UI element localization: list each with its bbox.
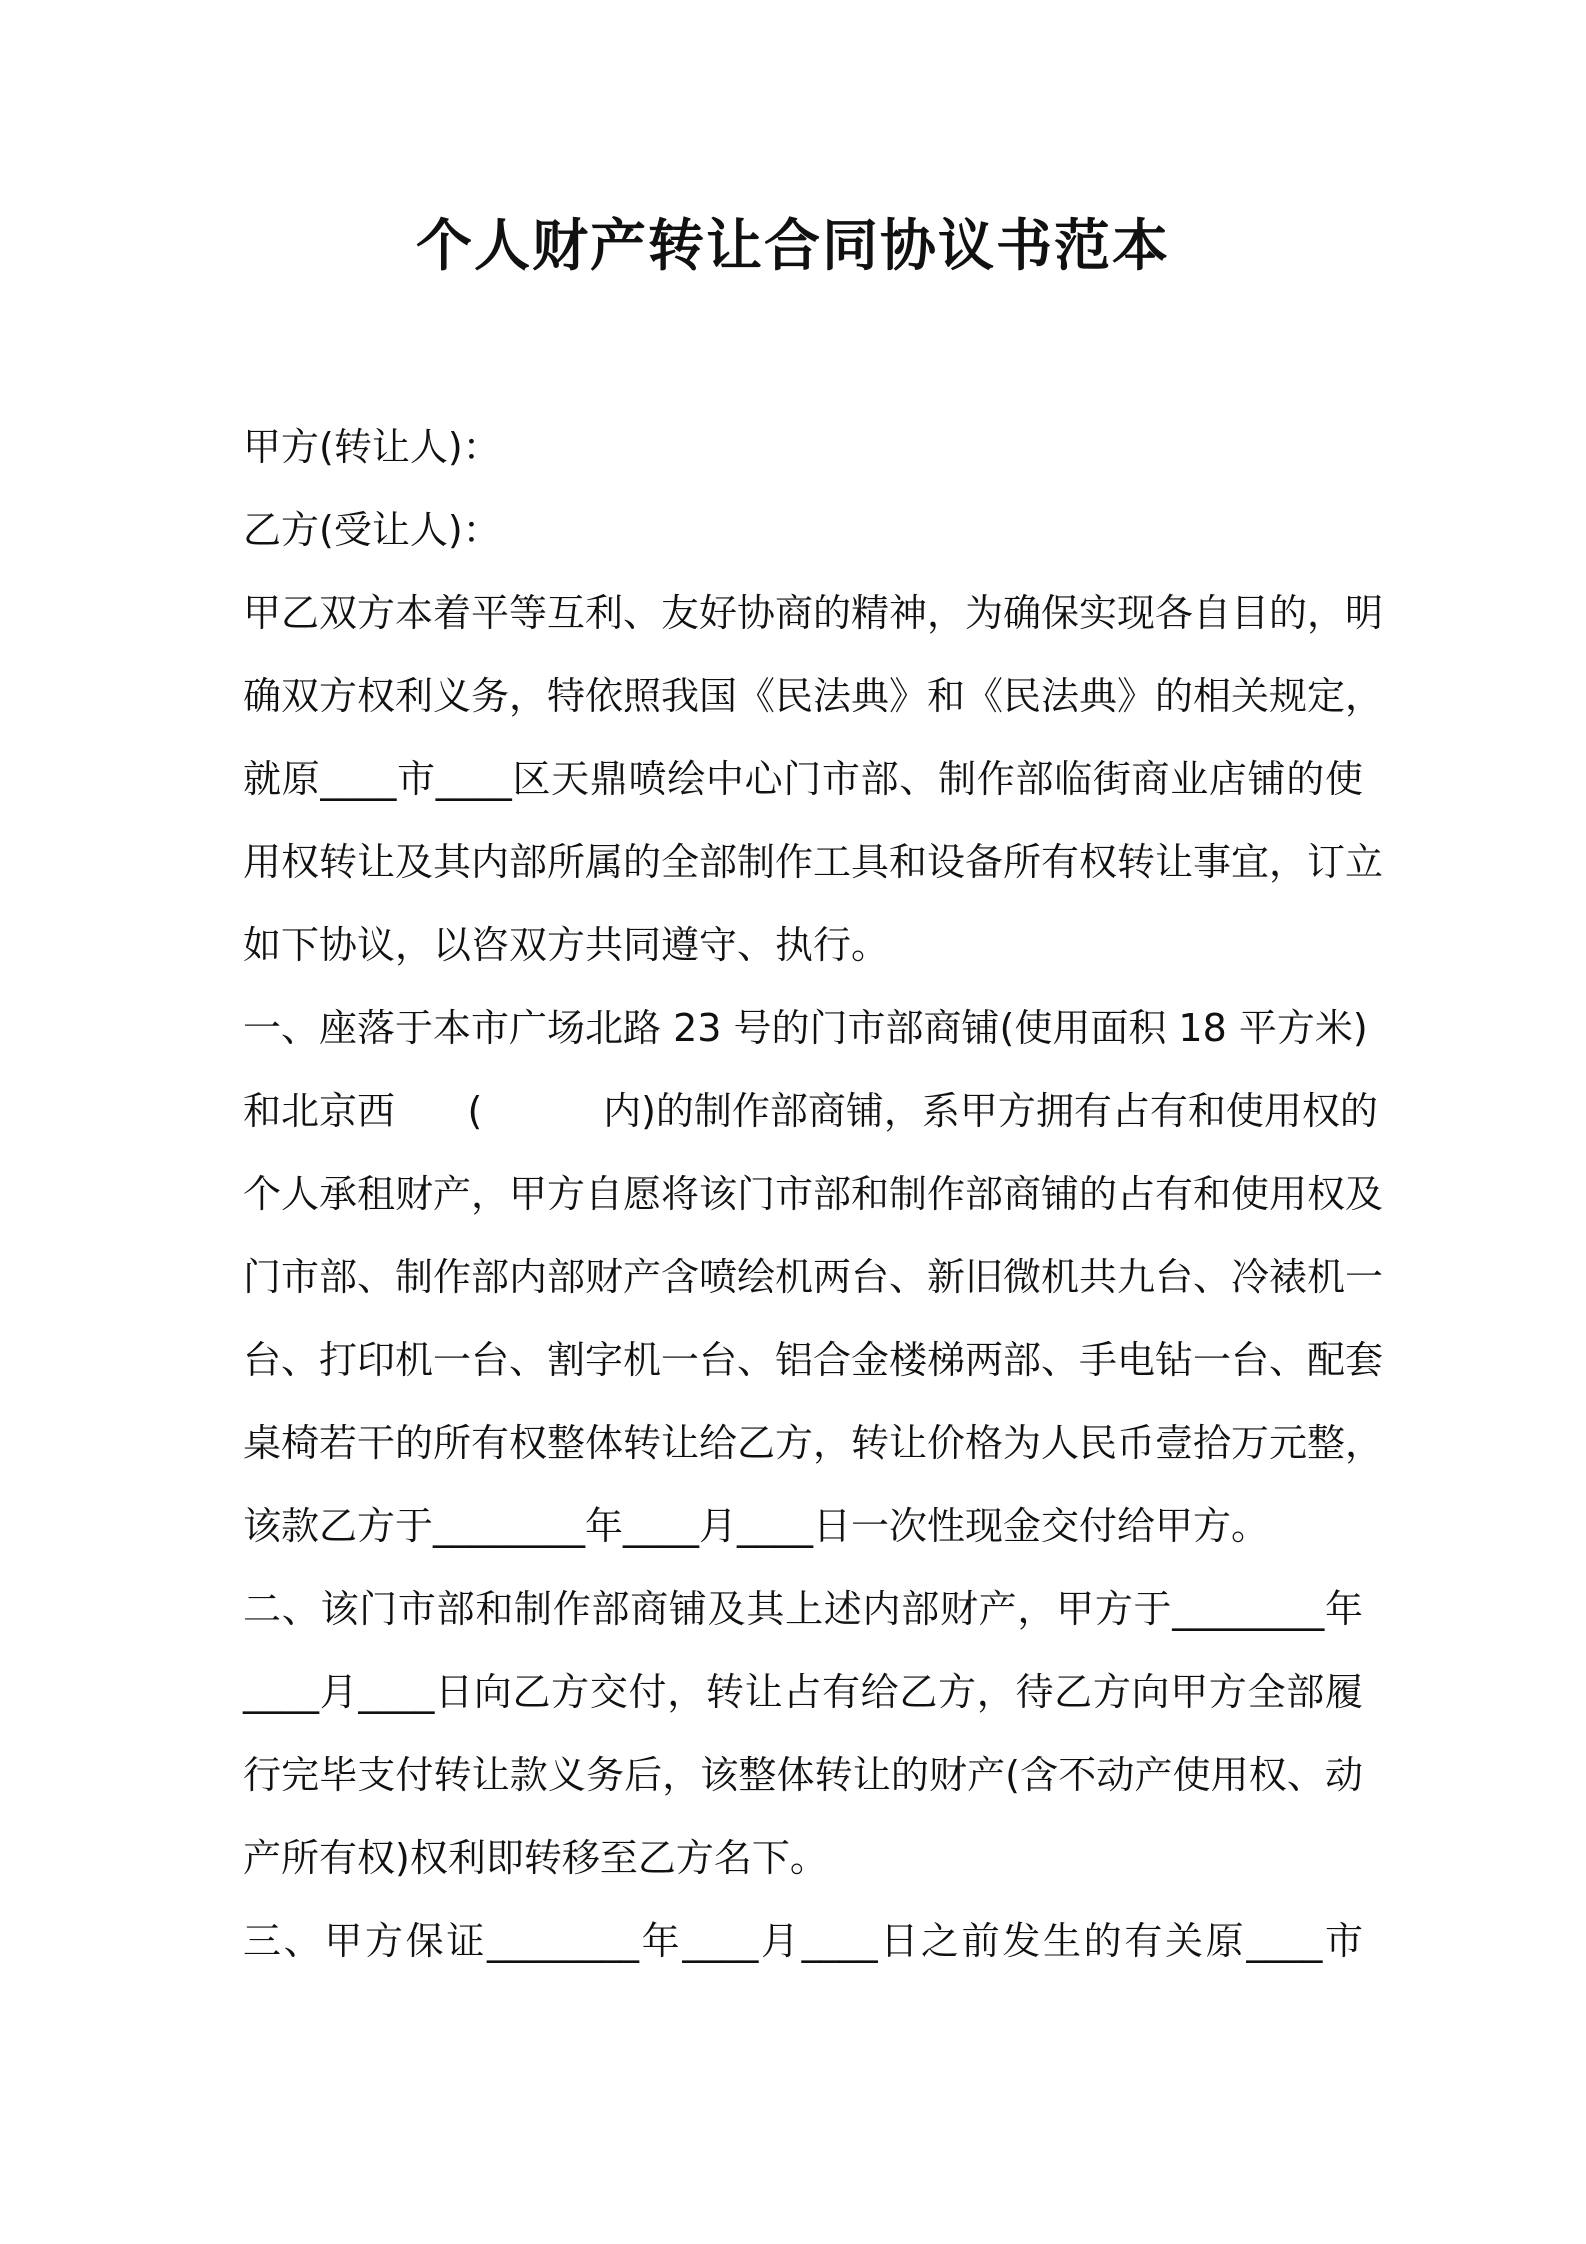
clause-one-line: 门市部、制作部内部财产含喷绘机两台、新旧微机共九台、冷裱机一 <box>243 1255 1384 1299</box>
clause-two-line: 二、该门市部和制作部商铺及其上述内部财产，甲方于________年 <box>243 1587 1363 1631</box>
clause-one-line: 和北京西 ( 内)的制作部商铺，系甲方拥有占有和使用权的 <box>243 1089 1378 1133</box>
paragraph-line: 就原____市____区天鼎喷绘中心门市部、制作部临街商业店铺的使 <box>243 757 1363 801</box>
paragraph-line: 用权转让及其内部所属的全部制作工具和设备所有权转让事宜，订立 <box>243 840 1384 884</box>
clause-one-line: 个人承租财产，甲方自愿将该门市部和制作部商铺的占有和使用权及 <box>243 1172 1384 1216</box>
clause-one-line: 桌椅若干的所有权整体转让给乙方，转让价格为人民币壹拾万元整， <box>243 1421 1384 1465</box>
clause-two-line: 产所有权)权利即转移至乙方名下。 <box>243 1836 828 1880</box>
paragraph-line: 如下协议，以咨双方共同遵守、执行。 <box>243 923 890 967</box>
document-title: 个人财产转让合同协议书范本 <box>416 214 1170 279</box>
clause-one-line: 一、座落于本市广场北路 23 号的门市部商铺(使用面积 18 平方米) <box>243 1006 1368 1050</box>
party-b-line: 乙方(受让人)： <box>243 508 501 552</box>
paragraph-line: 甲乙双方本着平等互利、友好协商的精神，为确保实现各自目的，明 <box>243 591 1384 635</box>
clause-one-line: 该款乙方于________年____月____日一次性现金交付给甲方。 <box>243 1504 1270 1548</box>
party-a-line: 甲方(转让人)： <box>243 425 501 469</box>
document-body <box>243 406 1384 1983</box>
clause-three-line: 三、甲方保证________年____月____日之前发生的有关原____市 <box>243 1919 1363 1963</box>
clause-one-line: 台、打印机一台、割字机一台、铝合金楼梯两部、手电钻一台、配套 <box>243 1338 1384 1382</box>
clause-two-line: ____月____日向乙方交付，转让占有给乙方，待乙方向甲方全部履 <box>243 1670 1363 1714</box>
clause-two-line: 行完毕支付转让款义务后，该整体转让的财产(含不动产使用权、动 <box>243 1753 1363 1797</box>
paragraph-line: 确双方权利义务，特依照我国《民法典》和《民法典》的相关规定， <box>243 674 1384 718</box>
